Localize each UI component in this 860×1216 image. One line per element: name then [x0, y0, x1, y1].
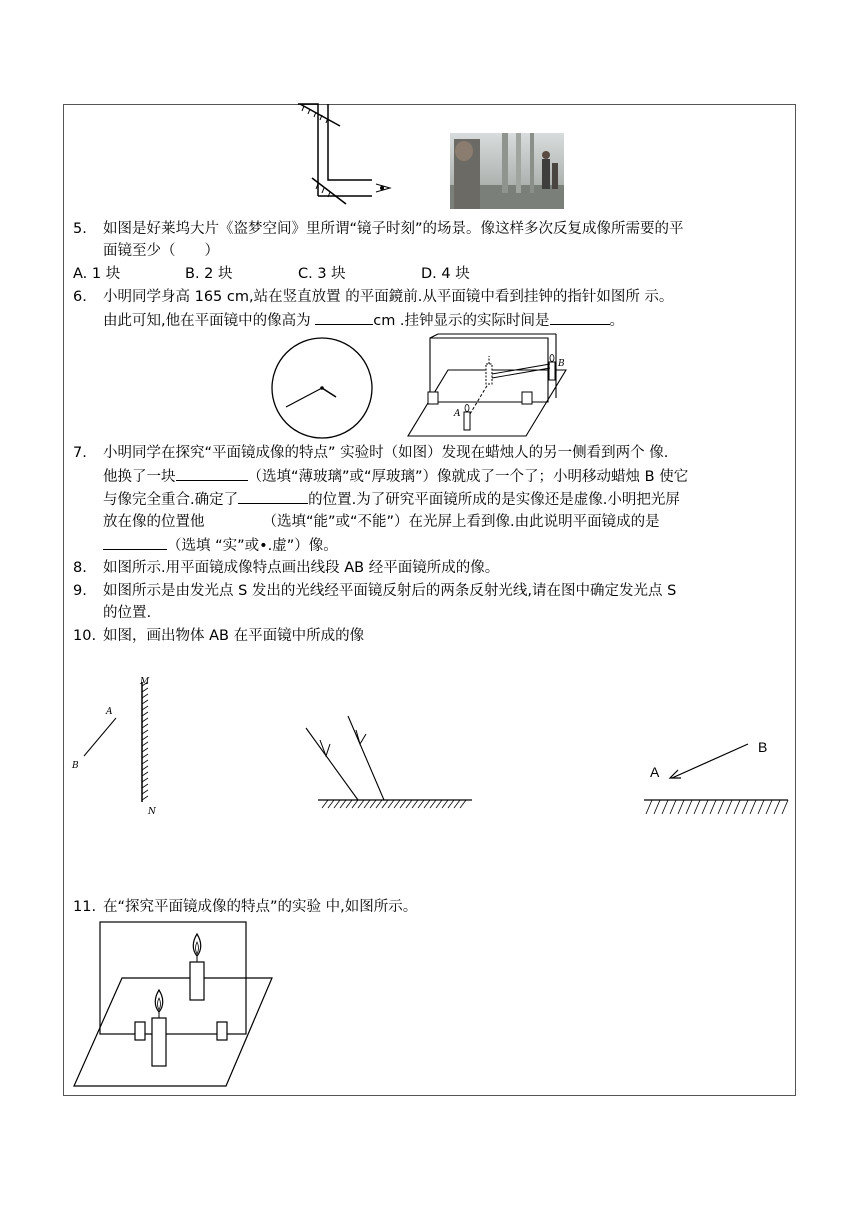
question-9-number: 9. [73, 583, 87, 599]
question-7-line5 [103, 535, 338, 556]
question-6-number: 6. [73, 289, 87, 305]
question-7-line4-b: （选填“能”或“不能”）在光屏上看到像.由此说明平面镜成的是 [262, 514, 660, 530]
question-6-part-b: cm .挂钟显示的实际时间是 [373, 313, 550, 329]
question-5-number: 5. [73, 221, 87, 237]
point-b-label-q10: B [758, 739, 768, 755]
height-answer-blank[interactable] [315, 310, 373, 325]
mirror-m-label: M [140, 677, 150, 687]
point-a-label: A [106, 707, 113, 717]
question-7-line3-b: 的位置.为了研究平面镜所成的是实像还是虚像.小明把光屏 [308, 492, 680, 508]
question-7-line2 [103, 466, 688, 487]
question-7-line2-a: 他换了一块 [103, 469, 176, 485]
point-a-label-q10: A [650, 764, 660, 780]
question-6-part-c: 。 [609, 313, 625, 329]
question-7-line5-b: （选填 “实”或•.虚”）像。 [167, 538, 338, 554]
option-c: C. 3 块 [298, 266, 346, 282]
question-7-line4 [103, 512, 660, 532]
question-8-number: 8. [73, 560, 87, 576]
question-5-text-cont: 面镜至少（ ） [103, 243, 219, 259]
question-5-text: 如图是好莱坞大片《盗梦空间》里所谓“镜子时刻”的场景。像这样多次反复成像所需要的平 [103, 221, 684, 237]
mirror-mn-figure [70, 672, 165, 817]
question-6-text: 小明同学身高 165 cm,站在竖直放置 的平面鏡前.从平面镜中看到挂钟的指针如图所 示。 [103, 289, 674, 305]
question-11-number: 11. [73, 899, 97, 915]
option-a: A. 1 块 [73, 266, 121, 282]
candle-mirror-experiment-figure [72, 920, 282, 1090]
mirror-n-label: N [148, 807, 156, 817]
question-11-text: 在“探究平面镜成像的特点”的实验 中,如图所示。 [103, 899, 418, 915]
option-b: B. 2 块 [185, 266, 233, 282]
candle-a-label: A [454, 409, 461, 419]
time-answer-blank[interactable] [550, 310, 610, 325]
glass-type-blank[interactable] [176, 466, 248, 481]
question-7-text: 小明同学在探究“平面镜成像的特点” 实验时（如图）发现在蜡烛人的另一侧看到两个 像. [103, 445, 669, 461]
question-10-number: 10. [73, 628, 97, 644]
option-d: D. 4 块 [421, 266, 470, 282]
point-b-label: B [72, 761, 79, 771]
glass-plate-candle-figure [408, 334, 573, 439]
question-9-text-cont: 的位置. [103, 605, 152, 621]
ab-horizontal-mirror-figure [640, 736, 790, 820]
reflected-rays-figure [300, 708, 480, 818]
question-9-text: 如图所示是由发光点 S 发出的光线经平面镜反射后的两条反射光线,请在图中确定发光点 S [103, 583, 677, 599]
question-6-text-cont [103, 310, 624, 331]
candle-b-label: B [558, 359, 565, 369]
image-type-blank[interactable] [103, 535, 167, 550]
question-7-line2-b: （选填“薄玻璃”或“厚玻璃”）像就成了一个了；小明移动蜡烛 B 使它 [247, 469, 689, 485]
question-7-line3 [103, 489, 680, 510]
question-7-number: 7. [73, 445, 87, 461]
position-blank[interactable] [238, 489, 308, 504]
question-7-line3-a: 与像完全重合.确定了 [103, 492, 239, 508]
question-8-text: 如图所示.用平面镜成像特点画出线段 AB 经平面镜所成的像。 [103, 560, 500, 576]
question-7-line4-a: 放在像的位置他 [103, 514, 205, 530]
question-6-part-a: 由此可知,他在平面镜中的像高为 [103, 313, 311, 329]
question-10-text: 如图，画出物体 AB 在平面镜中所成的像 [103, 628, 365, 644]
mirror-clock-figure [270, 335, 376, 441]
periscope-figure [290, 104, 410, 204]
film-scene-photo [450, 133, 564, 209]
